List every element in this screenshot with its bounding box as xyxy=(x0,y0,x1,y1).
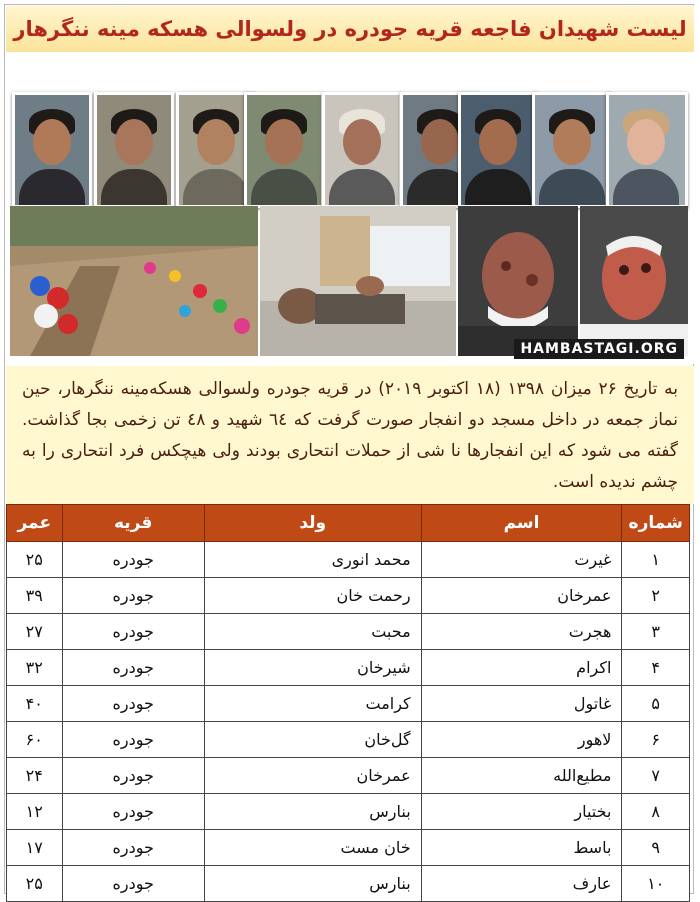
cell-name: بختیار xyxy=(421,794,622,830)
victim-portrait xyxy=(532,92,612,208)
graves-illustration xyxy=(10,206,258,356)
victim-portrait xyxy=(12,92,92,208)
page-title: لیست شهیدان فاجعه قریه جودره در ولسوالی هسکه مینه ننگرهار xyxy=(6,6,694,53)
table-row xyxy=(7,866,690,902)
cell-village: جودره xyxy=(62,758,204,794)
cell-name: مطیع‌الله xyxy=(421,758,622,794)
table-row xyxy=(7,794,690,830)
cell-age: ۴۰ xyxy=(7,686,63,722)
table-row xyxy=(7,614,690,650)
cell-number: ۶ xyxy=(622,722,690,758)
cell-age: ۲۴ xyxy=(7,758,63,794)
table-header-row xyxy=(7,505,690,542)
cell-name: عمرخان xyxy=(421,578,622,614)
cell-village: جودره xyxy=(62,650,204,686)
cell-number: ۲ xyxy=(622,578,690,614)
cell-village: جودره xyxy=(62,866,204,902)
cell-number: ۷ xyxy=(622,758,690,794)
cell-number: ۳ xyxy=(622,614,690,650)
cell-age: ۲۵ xyxy=(7,866,63,902)
victim-portrait xyxy=(244,92,324,208)
cell-number: ۱۰ xyxy=(622,866,690,902)
cell-name: اکرام xyxy=(421,650,622,686)
injured-photo xyxy=(458,206,578,356)
header-name: اسم xyxy=(421,505,622,542)
cell-age: ۲۷ xyxy=(7,614,63,650)
header-age: عمر xyxy=(7,505,63,542)
photo-collage xyxy=(6,52,694,364)
cell-father: رحمت خان xyxy=(204,578,421,614)
header-number: شماره xyxy=(622,505,690,542)
victims-table xyxy=(6,504,690,902)
table-row xyxy=(7,758,690,794)
incident-description: به تاریخ ۲۶ میزان ۱۳۹۸ (۱۸ اکتوبر ۲۰۱۹) در قریه جودره ولسوالی هسکه‌مینه ننگرهار، حین نماز جمعه در داخل مسجد دو انفجار صورت گرفت که ٦٤ شهید و ٤٨ تن زخمی بجا گذاشت. گفته می شود که این انفجارها نا شی از حملات انتحاری بودند ولی هیچکس فرد انتحاری را به چشم ندیده است. xyxy=(6,366,694,504)
site-watermark: HAMBASTAGI.ORG xyxy=(514,339,684,359)
cell-village: جودره xyxy=(62,830,204,866)
cell-number: ۵ xyxy=(622,686,690,722)
cell-village: جودره xyxy=(62,794,204,830)
cell-village: جودره xyxy=(62,542,204,578)
cell-father: بنارس xyxy=(204,866,421,902)
injured-illustration xyxy=(580,206,688,356)
cell-age: ۶۰ xyxy=(7,722,63,758)
injured-photo xyxy=(580,206,688,356)
cell-father: محمد انوری xyxy=(204,542,421,578)
cell-number: ۸ xyxy=(622,794,690,830)
victim-portrait xyxy=(606,92,688,208)
victim-portrait xyxy=(322,92,402,208)
cell-village: جودره xyxy=(62,578,204,614)
hospital-photo xyxy=(260,206,456,356)
table-row xyxy=(7,722,690,758)
cell-father: محبت xyxy=(204,614,421,650)
cell-father: کرامت xyxy=(204,686,421,722)
cell-village: جودره xyxy=(62,614,204,650)
cell-father: شیرخان xyxy=(204,650,421,686)
cell-name: باسط xyxy=(421,830,622,866)
cell-father: گل‌خان xyxy=(204,722,421,758)
graves-photo xyxy=(10,206,258,356)
cell-village: جودره xyxy=(62,686,204,722)
table-row xyxy=(7,650,690,686)
cell-name: هجرت xyxy=(421,614,622,650)
cell-age: ۳۲ xyxy=(7,650,63,686)
cell-age: ۲۵ xyxy=(7,542,63,578)
cell-name: عارف xyxy=(421,866,622,902)
cell-age: ۳۹ xyxy=(7,578,63,614)
cell-number: ۹ xyxy=(622,830,690,866)
cell-age: ۱۲ xyxy=(7,794,63,830)
header-father: ولد xyxy=(204,505,421,542)
victim-portrait xyxy=(458,92,538,208)
injured-illustration xyxy=(458,206,578,356)
cell-name: غاتول xyxy=(421,686,622,722)
table-row xyxy=(7,686,690,722)
cell-father: عمرخان xyxy=(204,758,421,794)
cell-father: خان مست xyxy=(204,830,421,866)
victim-portrait xyxy=(94,92,174,208)
table-row xyxy=(7,578,690,614)
cell-name: غیرت xyxy=(421,542,622,578)
cell-village: جودره xyxy=(62,722,204,758)
cell-father: بنارس xyxy=(204,794,421,830)
cell-age: ۱۷ xyxy=(7,830,63,866)
table-row xyxy=(7,542,690,578)
hospital-illustration xyxy=(260,206,456,356)
cell-number: ۴ xyxy=(622,650,690,686)
cell-number: ۱ xyxy=(622,542,690,578)
header-village: قریه xyxy=(62,505,204,542)
table-row xyxy=(7,830,690,866)
cell-name: لاهور xyxy=(421,722,622,758)
